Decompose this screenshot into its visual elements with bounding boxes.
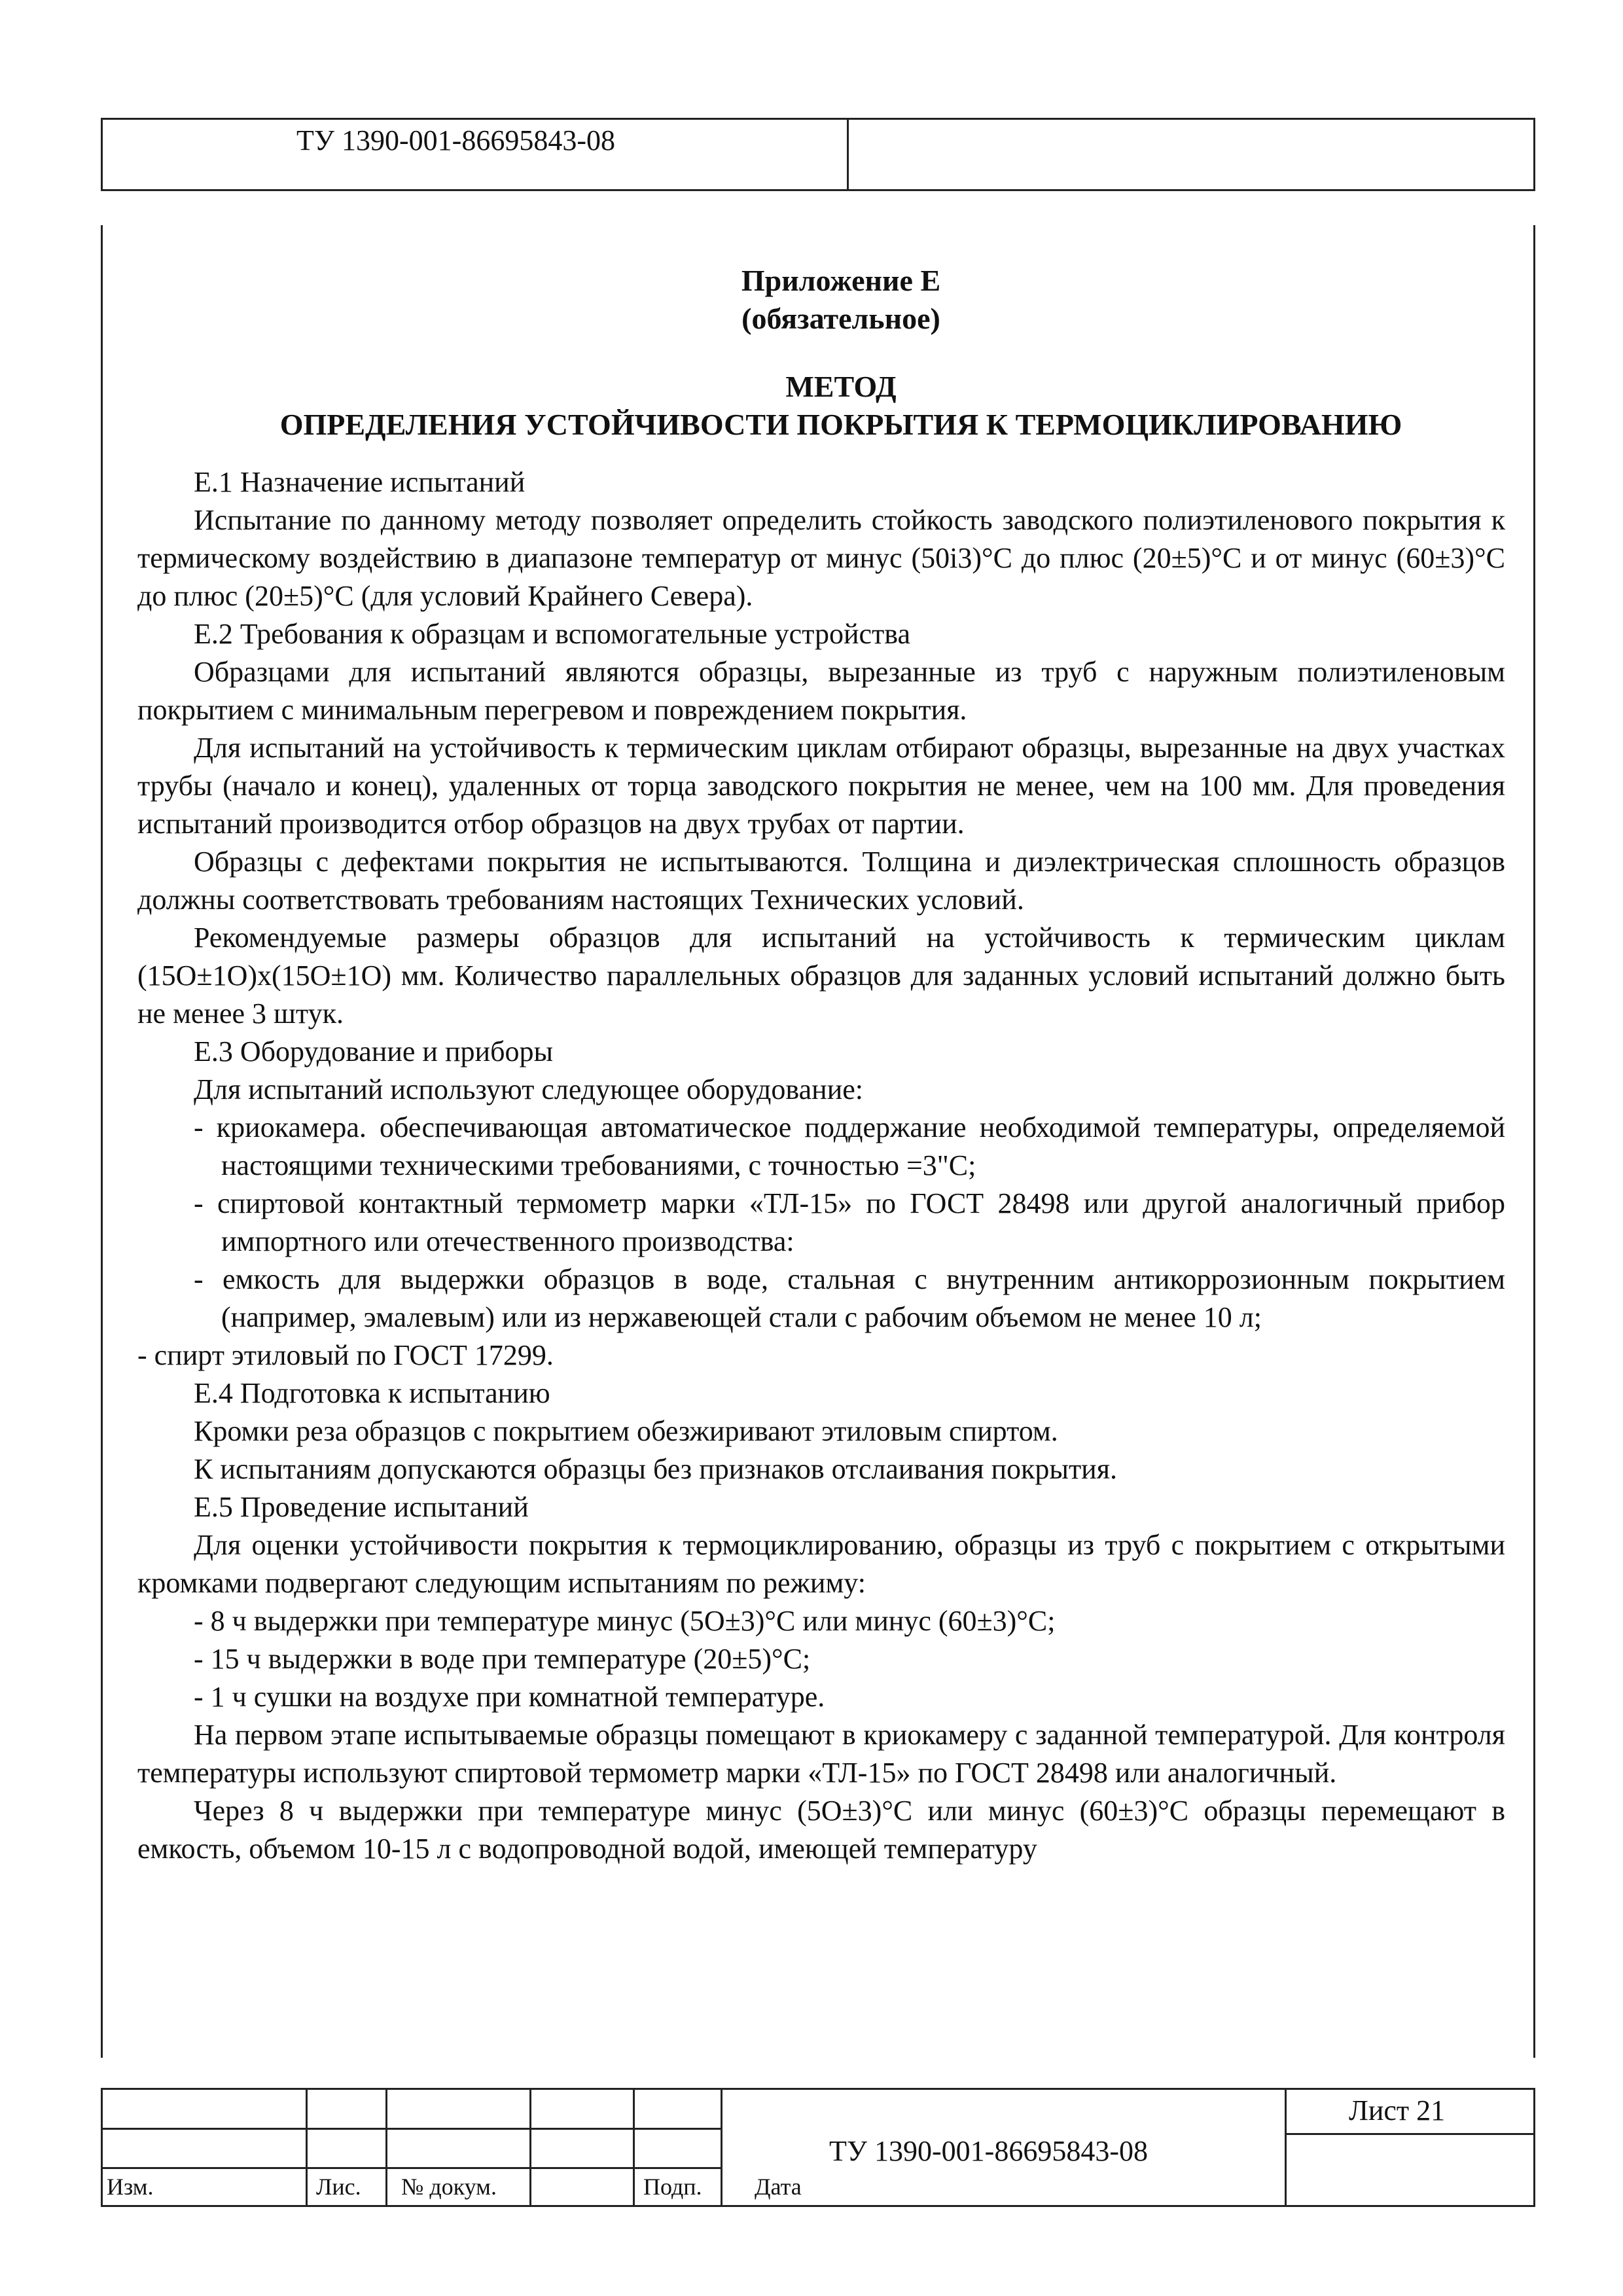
section-e5-paragraph-3: Через 8 ч выдержки при температуре минус (5О±3)°С или минус (60±3)°С образцы перемещают в емкость, объемом 10-15 л с водопроводной водой, имеющей температуру <box>137 1795 1505 1865</box>
document-body <box>137 262 1505 1868</box>
section-e4-title: Е.4 Подготовка к испытанию <box>194 1377 550 1409</box>
method-title-line1: МЕТОД <box>785 370 897 403</box>
stamp-sheet-number: Лист 21 <box>1349 2094 1446 2126</box>
header-empty-cell <box>849 120 1533 189</box>
header-doc-code: ТУ 1390-001-86695843-08 <box>103 120 849 189</box>
section-e5-paragraph-1: Для оценки устойчивости покрытия к термоциклированию, образцы из труб с покрытием с открытыми кромками подвергают следующим испытаниям по режиму: <box>137 1529 1505 1599</box>
section-e5-list-item-1: - 8 ч выдержки при температуре минус (5О±3)°С или минус (60±3)°С; <box>194 1605 1056 1637</box>
section-e3-list-item-1: - криокамера. обеспечивающая автоматическое поддержание необходимой температуры, определяемой настоящими техническими требованиями, с точностью =3"С; <box>194 1111 1505 1181</box>
section-e2-paragraph-1: Образцами для испытаний являются образцы, вырезанные из труб с наружным полиэтиленовым покрытием с минимальным перегревом и повреждением покрытия. <box>137 656 1505 726</box>
method-heading <box>137 368 1505 444</box>
frame-right-line <box>1533 225 1535 2058</box>
stamp-divider <box>103 2128 722 2130</box>
stamp-divider <box>1285 2133 1533 2135</box>
section-e3-title: Е.3 Оборудование и приборы <box>194 1035 554 1067</box>
appendix-status: (обязательное) <box>741 302 940 335</box>
stamp-divider <box>306 2090 308 2205</box>
section-e5-list-item-3: - 1 ч сушки на воздухе при комнатной температуре. <box>194 1681 825 1713</box>
stamp-label-doc: № докум. <box>401 2174 497 2200</box>
section-e3-list-item-2: - спиртовой контактный термометр марки «ТЛ-15» по ГОСТ 28498 или другой аналогичный прибор импортного или отечественного производства: <box>194 1187 1505 1257</box>
section-e2-paragraph-3: Образцы с дефектами покрытия не испытываются. Толщина и диэлектрическая сплошность образцов должны соответствовать требованиям настоящих Технических условий. <box>137 846 1505 916</box>
stamp-divider <box>721 2090 722 2205</box>
stamp-divider <box>529 2090 531 2205</box>
title-block <box>101 2088 1535 2207</box>
stamp-divider <box>103 2167 722 2169</box>
stamp-label-data: Дата <box>755 2174 802 2200</box>
section-e3-paragraph: Для испытаний используют следующее оборудование: <box>194 1073 863 1105</box>
stamp-doc-code: ТУ 1390-001-86695843-08 <box>829 2135 1148 2167</box>
appendix-heading <box>137 262 1505 338</box>
section-e4-paragraph-2: К испытаниям допускаются образцы без признаков отслаивания покрытия. <box>194 1453 1117 1485</box>
section-e2-paragraph-2: Для испытаний на устойчивость к термическим циклам отбирают образцы, вырезанные на двух участках трубы (начало и конец), удаленных от торца заводского покрытия не менее, чем на 100 мм. Для проведения испытаний производится отбор образцов на двух трубах от партии. <box>137 732 1505 840</box>
appendix-title: Приложение Е <box>741 264 941 297</box>
section-e2-title: Е.2 Требования к образцам и вспомогательные устройства <box>194 618 910 650</box>
section-e3-list-item-3: - емкость для выдержки образцов в воде, стальная с внутренним антикоррозионным покрытием (например, эмалевым) или из нержавеющей стали с рабочим объемом не менее 10 л; <box>194 1263 1505 1333</box>
stamp-divider <box>1285 2090 1287 2205</box>
header-box <box>101 118 1535 191</box>
stamp-label-podp: Подп. <box>643 2174 702 2200</box>
section-e3-list-item-4: - спирт этиловый по ГОСТ 17299. <box>137 1339 554 1371</box>
section-e1-paragraph: Испытание по данному методу позволяет определить стойкость заводского полиэтиленового покрытия к термическому воздействию в диапазоне температур от минус (50i3)°С до плюс (20±5)°С и от минус (60±3)°С до плюс (20±5)°С (для условий Крайнего Севера). <box>137 504 1505 612</box>
section-e1-title: Е.1 Назначение испытаний <box>194 466 526 498</box>
stamp-label-izm: Изм. <box>107 2174 154 2200</box>
section-e2-paragraph-4: Рекомендуемые размеры образцов для испытаний на устойчивость к термическим циклам (15О±1О)х(15О±1О) мм. Количество параллельных образцов для заданных условий испытаний должно быть не менее 3 штук. <box>137 922 1505 1030</box>
section-e4-paragraph-1: Кромки реза образцов с покрытием обезжиривают этиловым спиртом. <box>194 1415 1058 1447</box>
section-e5-title: Е.5 Проведение испытаний <box>194 1491 529 1523</box>
stamp-label-lis: Лис. <box>316 2174 361 2200</box>
stamp-divider <box>385 2090 387 2205</box>
method-title-line2: ОПРЕДЕЛЕНИЯ УСТОЙЧИВОСТИ ПОКРЫТИЯ К ТЕРМОЦИКЛИРОВАНИЮ <box>279 408 1402 441</box>
section-e5-paragraph-2: На первом этапе испытываемые образцы помещают в криокамеру с заданной температурой. Для контроля температуры используют спиртовой термометр марки «ТЛ-15» по ГОСТ 28498 или аналогичный. <box>137 1719 1505 1789</box>
stamp-divider <box>633 2090 635 2205</box>
frame-left-line <box>101 225 103 2058</box>
section-e5-list-item-2: - 15 ч выдержки в воде при температуре (20±5)°С; <box>194 1643 811 1675</box>
